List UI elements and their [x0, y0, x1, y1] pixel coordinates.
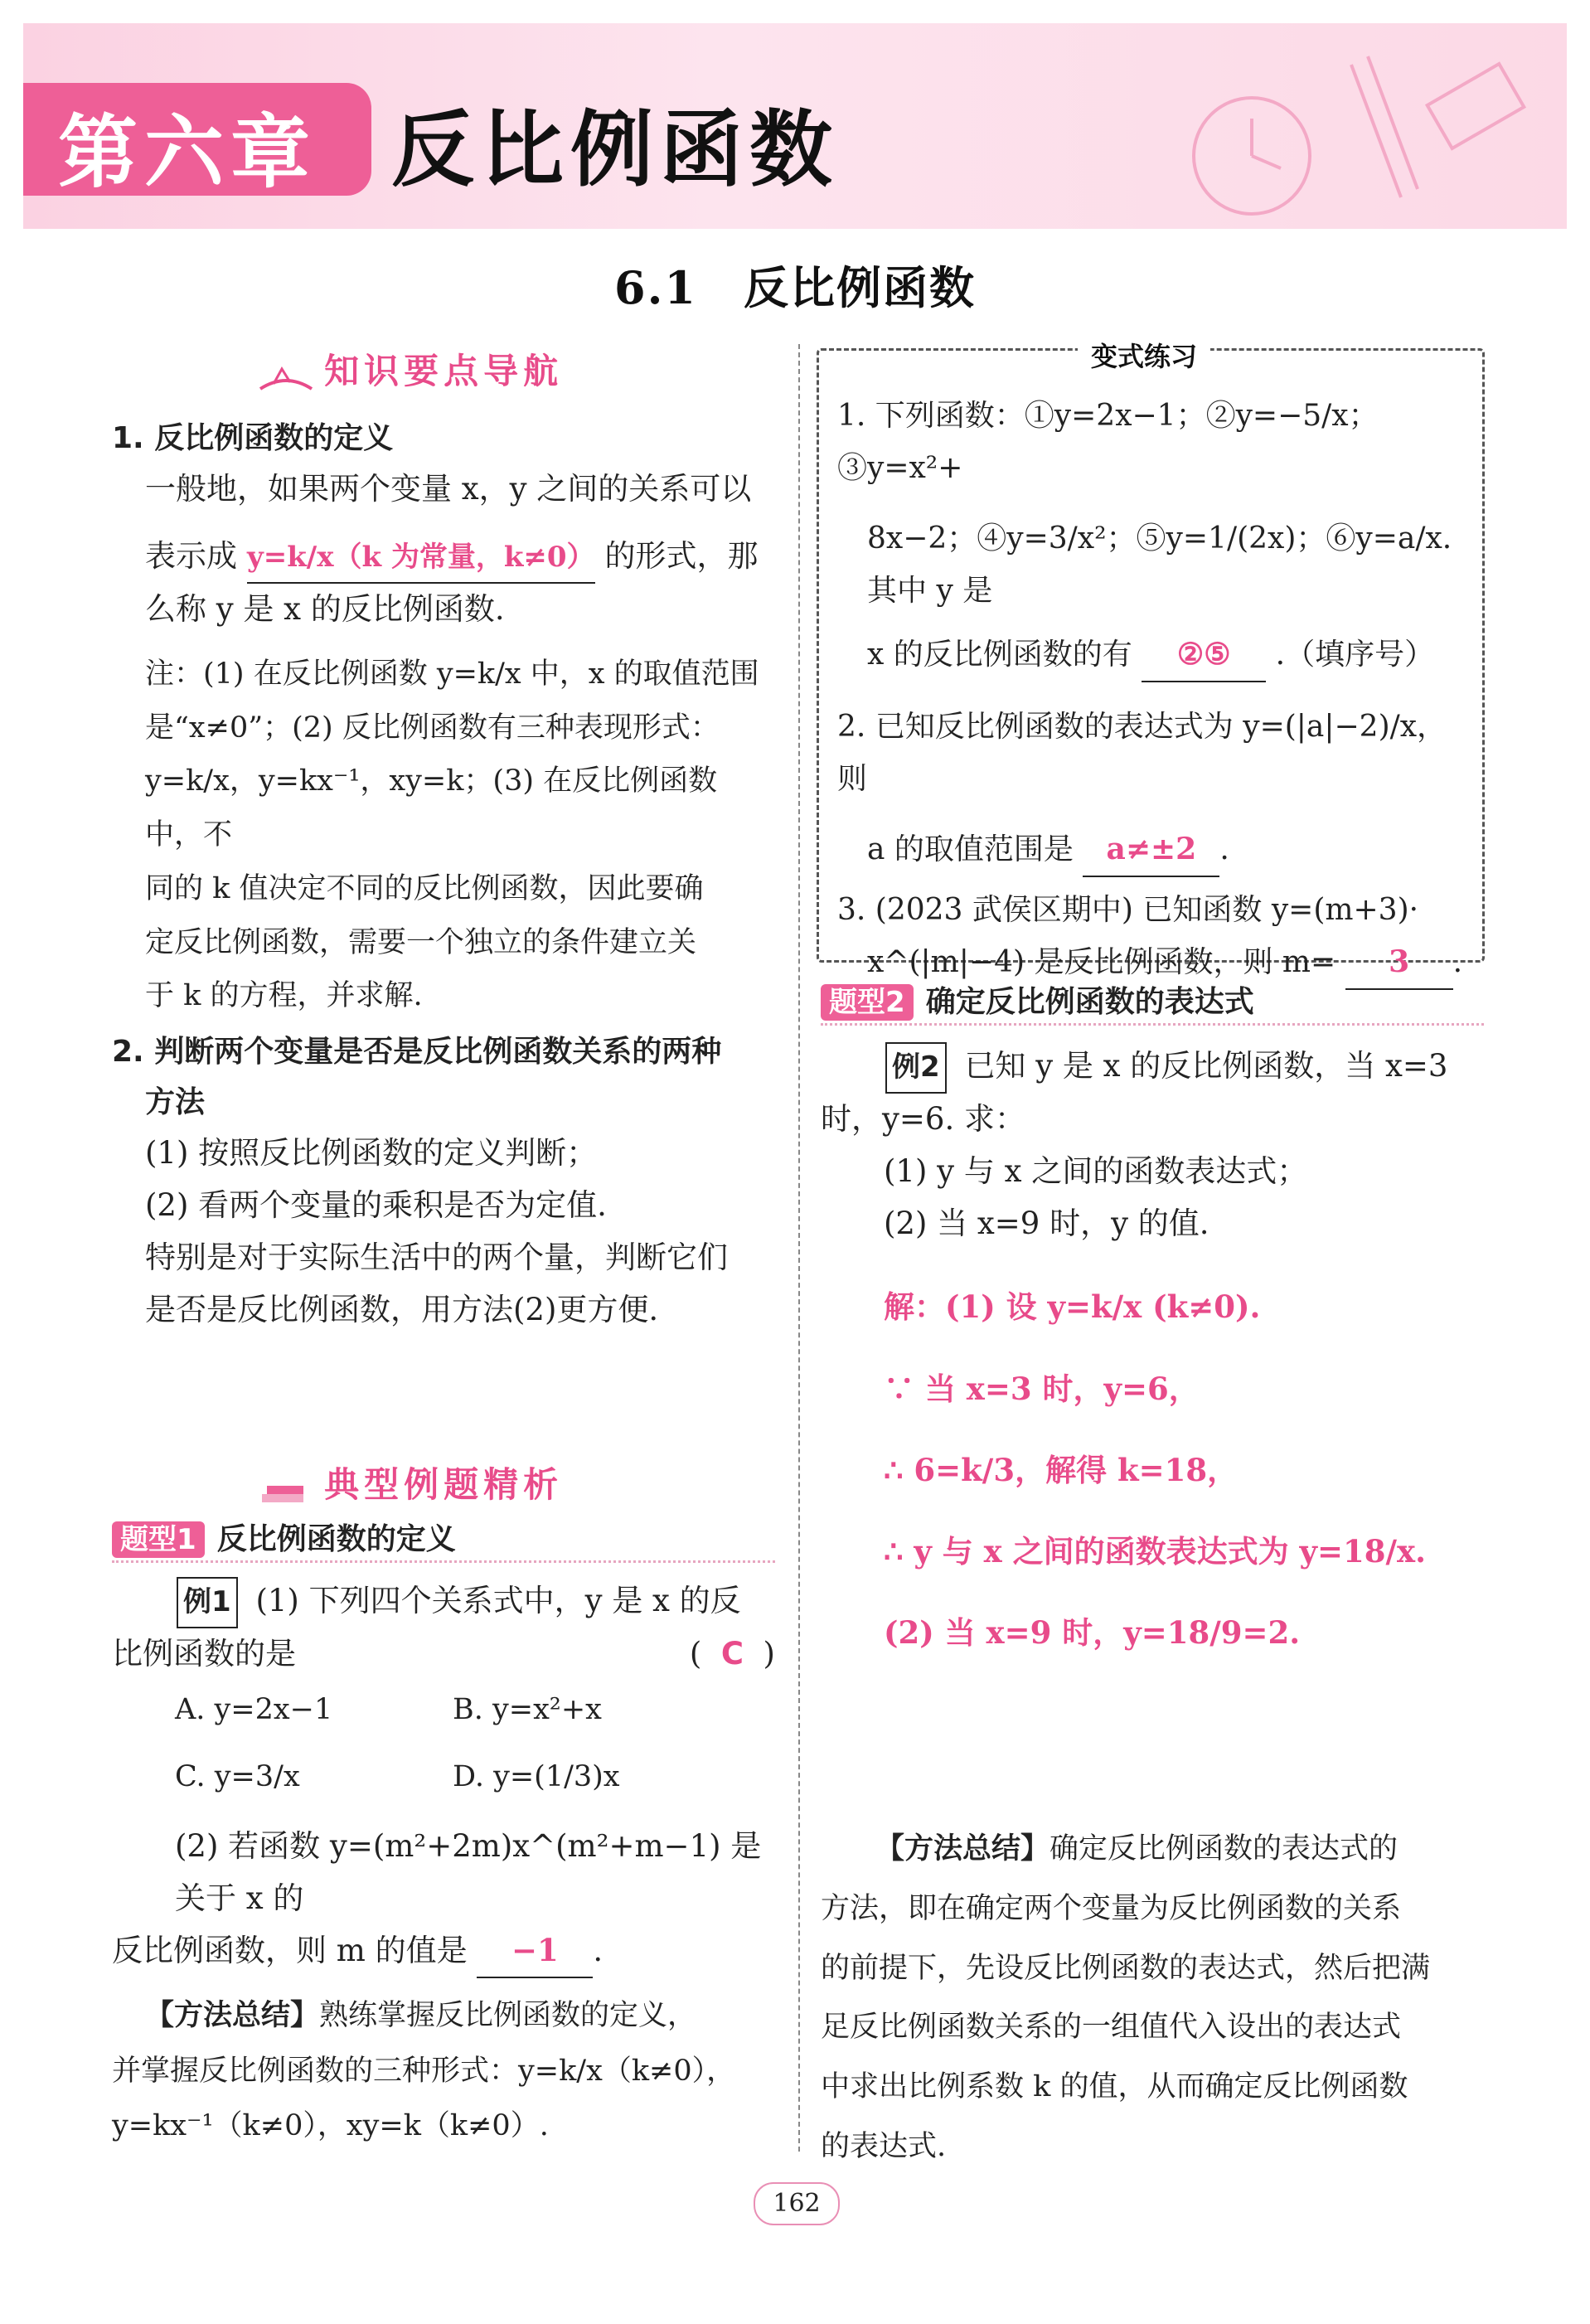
solution-line: ∴ y 与 x 之间的函数表达式为 y=18/x.: [884, 1532, 1426, 1570]
type1-tag: 题型1: [112, 1521, 205, 1558]
k1-title: 1. 反比例函数的定义: [112, 421, 394, 455]
knowledge-header-text: 知识要点导航: [324, 351, 564, 391]
solution-line: 解：(1) 设 y=k/x (k≠0).: [884, 1288, 1261, 1326]
p3-line2: x^(|m|−4) 是反比例函数，则 m= 3 .: [837, 936, 1476, 990]
ex1-q1-line: [112, 1575, 775, 1628]
p2-answer: a≠±2: [1083, 823, 1219, 877]
stationery-decoration-icon: [1103, 32, 1534, 222]
k2-title-1: 2. 判断两个变量是否是反比例函数关系的两种: [112, 1035, 722, 1070]
chapter-label: 第六章: [58, 106, 317, 199]
ex2-line1: 已知 y 是 x 的反比例函数，当 x=3: [964, 1048, 1448, 1084]
method-text: 并掌握反比例函数的三种形式：y=k/x（k≠0），: [112, 2054, 736, 2088]
ex1-q2b-line: 反比例函数，则 m 的值是 −1 .: [112, 1924, 775, 1978]
ex1-q1b: 比例函数的是: [112, 1635, 296, 1671]
practice-content: [837, 390, 1476, 990]
method-text: 熟练掌握反比例函数的定义，: [319, 1999, 697, 2033]
p2-line: 2. 已知反比例函数的表达式为 y=(|a|−2)/x，则: [837, 710, 1447, 796]
k2-title-2: 方法: [145, 1085, 206, 1120]
knowledge-section: [112, 413, 775, 1337]
solution-line: ∵ 当 x=3 时，y=6，: [884, 1370, 1200, 1407]
ex1-q2b: 反比例函数，则 m 的值是: [112, 1933, 468, 1969]
examples-header: [257, 1458, 563, 1509]
p1-line3b: .（填序号）: [1275, 638, 1435, 672]
p3-line: 3. (2023 武侯区期中) 已知函数 y=(m+3)·: [837, 893, 1419, 927]
practice-tag: 变式练习: [1078, 336, 1210, 374]
method-first-line: [821, 1820, 1484, 1880]
method-summary-right: [821, 1820, 1484, 2177]
type1-header: [112, 1516, 775, 1563]
ex1-label: 例1: [177, 1577, 238, 1628]
method-text: 方法，即在确定两个变量为反比例函数的关系: [821, 1891, 1402, 1925]
options-row-2: [112, 1753, 775, 1802]
ex2-label: 例2: [885, 1042, 947, 1094]
column-divider: [798, 344, 800, 2152]
note-block: [112, 648, 775, 1023]
options-row-1: [112, 1686, 775, 1735]
k2-line: (1) 按照反比例函数的定义判断；: [145, 1135, 598, 1172]
ex2-line2: 时，y=6. 求：: [821, 1100, 1025, 1137]
note-line: 于 k 的方程，并求解.: [145, 979, 423, 1013]
section-title: 6.1 反比例函数: [614, 261, 976, 314]
method-text: 的表达式.: [821, 2129, 947, 2163]
p3-answer: 3: [1345, 936, 1453, 990]
note-line: 定反比例函数，需要一个独立的条件建立关: [145, 925, 697, 959]
p2-line2a: a 的取值范围是: [867, 832, 1074, 866]
method-label: 【方法总结】: [145, 1999, 320, 2033]
ex1-q2-answer: −1: [477, 1924, 593, 1978]
method-text: 中求出比例系数 k 的值，从而确定反比例函数: [821, 2070, 1408, 2103]
example2: [821, 1041, 1484, 1673]
page-number: 162: [754, 2182, 840, 2225]
method-label: 【方法总结】: [875, 1832, 1050, 1866]
type2-title: 确定反比例函数的表达式: [925, 985, 1254, 1019]
p1-line: 8x−2；④y=3/x²；⑤y=1/(2x)；⑥y=a/x. 其中 y 是: [867, 522, 1452, 608]
solution: [821, 1266, 1484, 1672]
note-line: 注：(1) 在反比例函数 y=k/x 中，x 的取值范围: [145, 657, 759, 691]
type1-title: 反比例函数的定义: [216, 1522, 456, 1556]
note-line: y=k/x，y=kx⁻¹，xy=k；(3) 在反比例函数中，不: [145, 764, 718, 852]
p2-line2: a 的取值范围是 a≠±2 .: [837, 823, 1476, 877]
ex1-q2a: (2) 若函数 y=(m²+2m)x^(m²+m−1) 是关于 x 的: [175, 1827, 762, 1916]
method-text: 的前提下，先设反比例函数的表达式，然后把满: [821, 1951, 1431, 1985]
chapter-title: 反比例函数: [391, 101, 839, 198]
ex2-q2: (2) 当 x=9 时，y 的值.: [884, 1205, 1209, 1241]
method-text: y=kx⁻¹（k≠0），xy=k（k≠0）.: [112, 2109, 549, 2143]
k1-text-a: 一般地，如果两个变量 x，y 之间的关系可以: [145, 471, 752, 507]
k1-text-c: 的形式，那: [604, 538, 759, 575]
ex1-q1b-line: [112, 1628, 775, 1681]
method-summary-left: [112, 1988, 775, 2044]
solution-line: ∴ 6=k/3，解得 k=18，: [884, 1451, 1239, 1488]
type2-header: [821, 978, 1484, 1026]
book-decoration-icon: [257, 364, 315, 395]
k1-text-d: 么称 y 是 x 的反比例函数.: [145, 590, 505, 627]
p1-answer: ②⑤: [1142, 628, 1266, 682]
books-decoration-icon: [257, 1477, 315, 1509]
example1: [112, 1575, 775, 2154]
ex2-q1: (1) y 与 x 之间的函数表达式；: [884, 1152, 1308, 1189]
k2-line: (2) 看两个变量的乘积是否为定值.: [145, 1187, 607, 1224]
ex1-q1a: (1) 下列四个关系式中，y 是 x 的反: [255, 1583, 741, 1618]
p1-line: 1. 下列函数：①y=2x−1；②y=−5/x；③y=x²+: [837, 399, 1379, 485]
knowledge-header: [257, 344, 563, 395]
k2-line: 特别是对于实际生活中的两个量，判断它们: [145, 1240, 728, 1276]
method-text: 确定反比例函数的表达式的: [1049, 1832, 1399, 1866]
p3-line2a: x^(|m|−4) 是反比例函数，则 m=: [867, 945, 1336, 979]
k2-line: 是否是反比例函数，用方法(2)更方便.: [145, 1292, 659, 1328]
option-c: C. y=3/x: [175, 1760, 300, 1794]
note-line: 同的 k 值决定不同的反比例函数，因此要确: [145, 871, 704, 905]
option-d: D. y=(1/3)x: [453, 1760, 620, 1794]
ex1-answer: C: [720, 1635, 744, 1671]
p1-line3a: x 的反比例函数的有: [867, 638, 1132, 672]
option-a: A. y=2x−1: [175, 1692, 333, 1726]
p1-line3: [837, 628, 1476, 682]
option-b: B. y=x²+x: [453, 1692, 602, 1726]
k1-blank-answer: y=k/x（k 为常量，k≠0）: [247, 534, 595, 584]
k1-definition-line: [112, 531, 775, 584]
k1-text-b: 表示成: [145, 538, 237, 575]
examples-header-text: 典型例题精析: [324, 1464, 564, 1505]
solution-line: (2) 当 x=9 时，y=18/9=2.: [884, 1613, 1301, 1651]
note-line: 是“x≠0”；(2) 反比例函数有三种表现形式：: [145, 711, 720, 745]
ex1-answer-bracket: ( C ): [689, 1635, 775, 1671]
method-text: 足反比例函数关系的一组值代入设出的表达式: [821, 2011, 1402, 2045]
type2-tag: 题型2: [821, 984, 914, 1021]
ex2-line1-row: [821, 1041, 1484, 1094]
